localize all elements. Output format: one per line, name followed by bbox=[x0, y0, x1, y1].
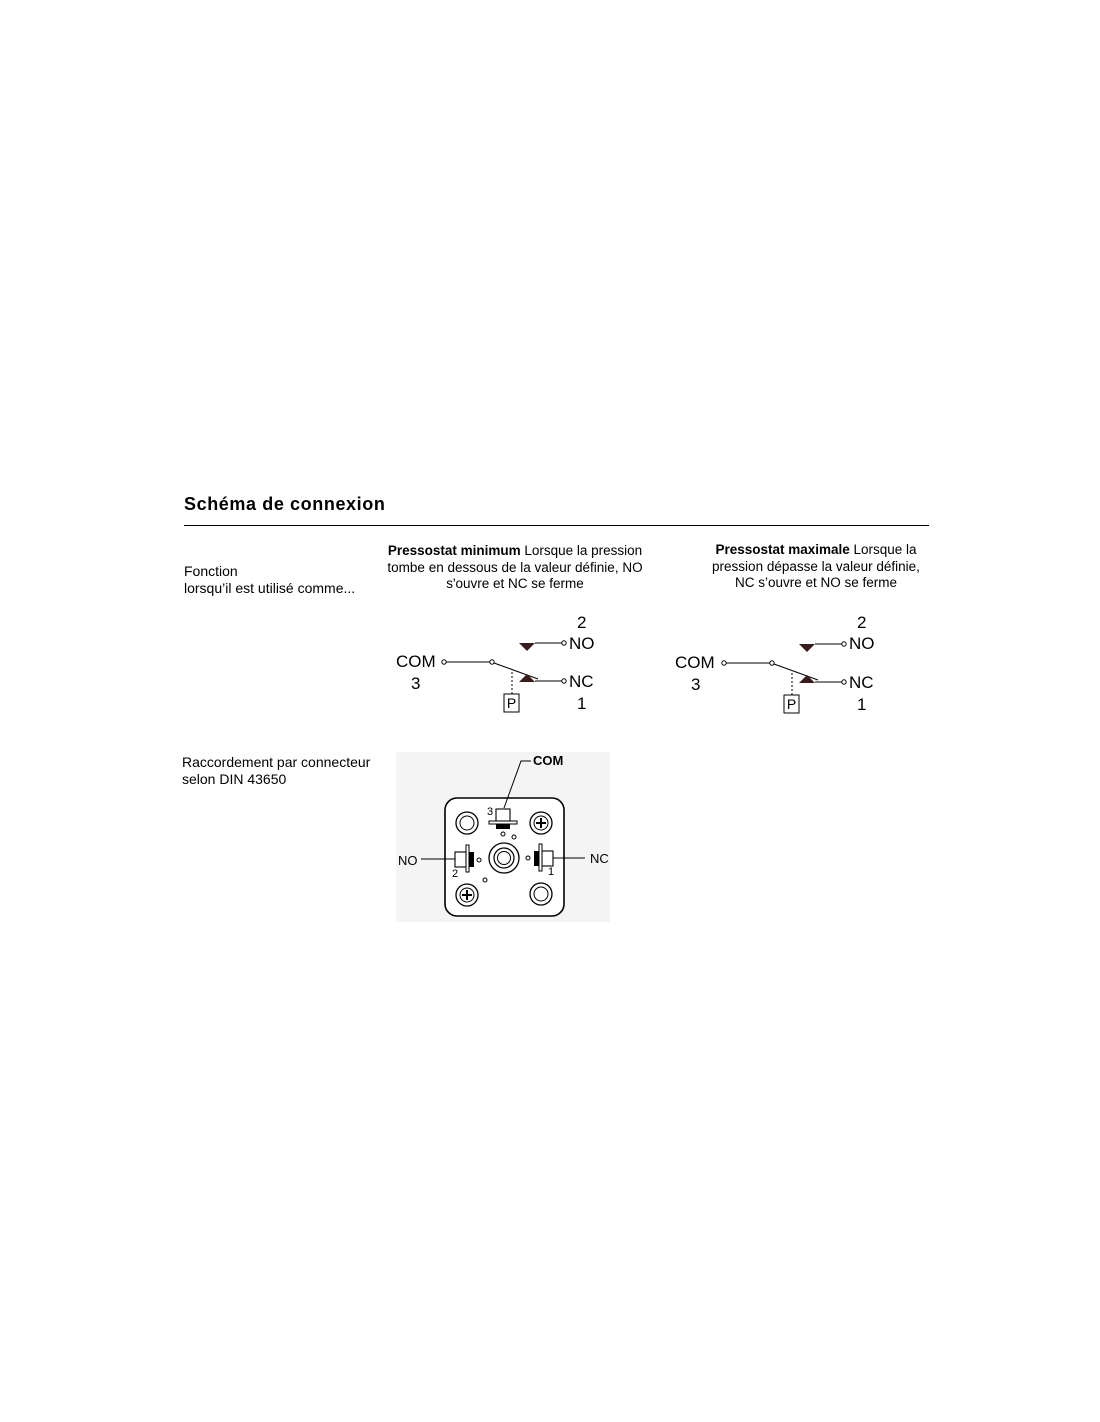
switch-max-com-label: COM bbox=[675, 653, 715, 672]
alignment-dot bbox=[483, 878, 487, 882]
mounting-hole-bottom-right bbox=[530, 883, 552, 905]
switch-max-title: Pressostat maximale bbox=[715, 542, 850, 557]
connector-pin1-number: 1 bbox=[548, 866, 555, 878]
switch-max-nc-number: 1 bbox=[857, 695, 867, 714]
switch-max-text: Lorsque la pression dépasse la valeur définie, NC s’ouvre et NO se ferme bbox=[712, 542, 920, 590]
switch-min-text: Lorsque la pression tombe en dessous de la valeur définie, NO s'ouvre et NC se ferme bbox=[387, 543, 643, 591]
switch-min-pressure-symbol: P bbox=[506, 695, 517, 711]
switch-min-nc-number: 1 bbox=[577, 694, 587, 713]
switch-max-no-label: NO bbox=[849, 634, 875, 653]
section-title: Schéma de connexion bbox=[184, 494, 386, 514]
switch-min-com-label: COM bbox=[396, 652, 436, 671]
switch-max-no-number: 2 bbox=[857, 613, 867, 632]
connector-nc-label: NC bbox=[590, 851, 609, 866]
switch-min-title: Pressostat minimum bbox=[387, 543, 521, 558]
connector-label-line2: selon DIN 43650 bbox=[182, 771, 287, 787]
connector-no-label: NO bbox=[398, 853, 418, 868]
switch-min-com-number: 3 bbox=[411, 674, 421, 693]
switch-min-no-number: 2 bbox=[577, 613, 587, 632]
connector-label-line1: Raccordement par connecteur bbox=[182, 754, 371, 770]
mounting-hole-top-left bbox=[456, 812, 478, 834]
switch-max-pressure-symbol: P bbox=[786, 696, 797, 712]
switch-max-com-number: 3 bbox=[691, 675, 701, 694]
screw-bottom-left-icon bbox=[456, 884, 478, 906]
center-screw-icon bbox=[489, 843, 519, 873]
switch-min-no-label: NO bbox=[569, 634, 595, 653]
switch-min-nc-label: NC bbox=[569, 672, 594, 691]
function-label-line1: Fonction bbox=[184, 563, 238, 579]
connector-pin2-number: 2 bbox=[452, 868, 459, 880]
alignment-dot bbox=[512, 835, 516, 839]
switch-max-nc-label: NC bbox=[849, 673, 874, 692]
connector-com-label: COM bbox=[533, 753, 564, 768]
function-label-line2: lorsqu’il est utilisé comme... bbox=[184, 580, 356, 596]
screw-top-right-icon bbox=[530, 812, 552, 834]
connector-pin3-number: 3 bbox=[487, 806, 494, 818]
